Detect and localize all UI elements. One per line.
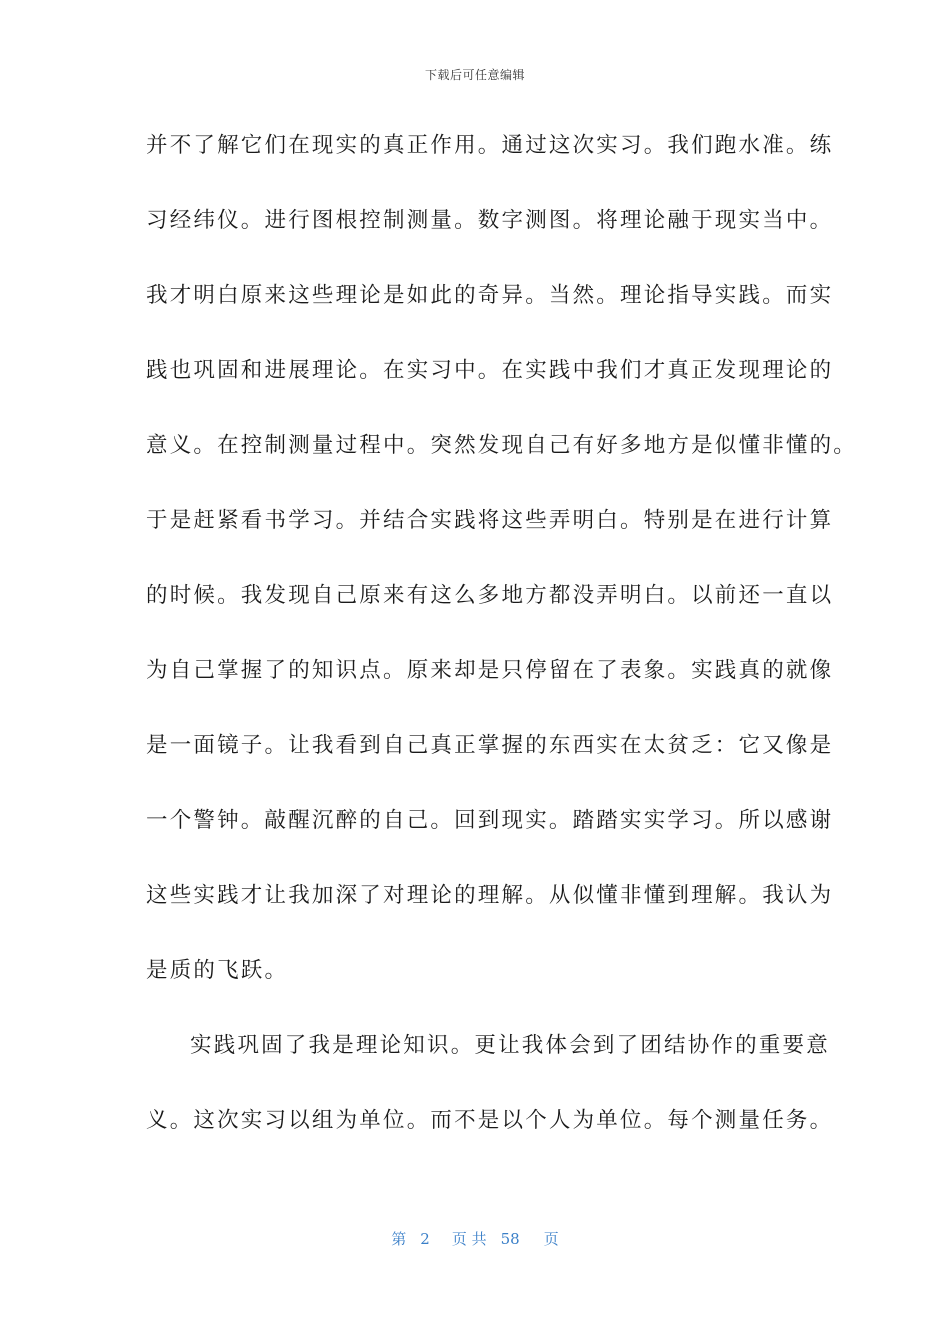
page-label-mid: 页 共 [451,1230,487,1248]
text-line: 习经纬仪。进行图根控制测量。数字测图。将理论融于现实当中。 [146,208,834,233]
text-line: 意义。在控制测量过程中。突然发现自己有好多地方是似懂非懂的。 [146,433,858,458]
page-footer [0,1228,950,1249]
text-line: 是一面镜子。让我看到自己真正掌握的东西实在太贫乏：它又像是 [146,733,834,758]
text-line: 我才明白原来这些理论是如此的奇异。当然。理论指导实践。而实 [146,283,834,308]
text-line: 义。这次实习以组为单位。而不是以个人为单位。每个测量任务。 [146,1108,834,1133]
text-line: 于是赶紧看书学习。并结合实践将这些弄明白。特别是在进行计算 [146,508,834,533]
text-line: 一个警钟。敲醒沉醉的自己。回到现实。踏踏实实学习。所以感谢 [146,808,834,833]
document-body [146,126,858,1176]
text-line: 这些实践才让我加深了对理论的理解。从似懂非懂到理解。我认为 [146,883,834,908]
page-label-prefix: 第 [391,1230,407,1248]
page-header: 下载后可任意编辑 [424,68,525,82]
page-label-suffix: 页 [543,1230,559,1248]
text-line: 的时候。我发现自己原来有这么多地方都没弄明白。以前还一直以 [146,583,834,608]
paragraph-start-line: 实践巩固了我是理论知识。更让我体会到了团结协作的重要意 [190,1033,830,1058]
text-line: 为自己掌握了的知识点。原来却是只停留在了表象。实践真的就像 [146,658,834,683]
current-page-number: 2 [420,1230,430,1248]
text-line: 践也巩固和进展理论。在实习中。在实践中我们才真正发现理论的 [146,358,834,383]
total-pages-number: 58 [500,1230,520,1248]
text-line: 是质的飞跃。 [146,958,289,983]
text-line: 并不了解它们在现实的真正作用。通过这次实习。我们跑水准。练 [146,133,834,158]
